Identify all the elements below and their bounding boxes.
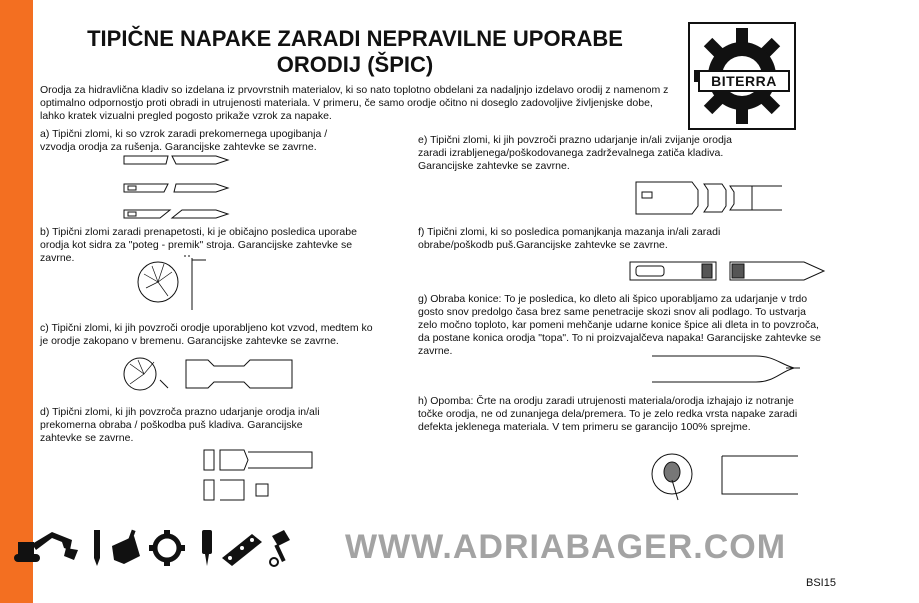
- figure-g-tip-wear: [648, 350, 808, 390]
- section-a-text: a) Tipični zlomi, ki so vzrok zaradi prekomernega upogibanja / vzvodja orodja za rušenja. Garancijske zahtevke se zavrne.: [40, 128, 328, 153]
- figure-b-overstress-fracture: [134, 252, 264, 314]
- section-c-text: c) Tipični zlomi, ki jih povzroči orodje uporabljeno kot vzvod, medtem ko je orodje zakopano v bremenu. Garancijske zahtevke se zavrne.: [40, 322, 373, 347]
- gear-icon: [149, 530, 185, 566]
- piston-icon: [270, 530, 290, 566]
- section-g-text: g) Obraba konice: To je posledica, ko dleto ali špico uporabljamo za udarjanje v trdo gosto snov predolgo časa brez same penetracije skozi snov ali podlago. To ustvarja zelo močno toploto, kar pomeni mehčanje udarne konice špice ali dleta in to povzroča, da postane konica orodja "topa". To ni proizvajalčeva napaka! Garancijske zahtevke se zavrne.: [418, 293, 822, 357]
- track-icon: [222, 534, 262, 566]
- figure-c-lever-fracture: [124, 354, 304, 398]
- excavator-icon: [14, 532, 78, 562]
- section-e-text: e) Tipični zlomi, ki jih povzroči prazno udarjanje in/ali zvijanje orodja zaradi izrabljenega/poškodovanega zadrževalnega zatiča kladiva. Garancijske zahtevke se zavrne.: [418, 134, 732, 172]
- website-url[interactable]: WWW.ADRIABAGER.COM: [345, 528, 787, 566]
- section-b-text: b) Tipični zlomi zaradi prenapetosti, ki je običajno posledica uporabe orodja kot sidra za "poteg - premik" stroja. Garancijske zahtevke se zavrne.: [40, 226, 357, 264]
- page-title-line1: TIPIČNE NAPAKE ZARADI NEPRAVILNE UPORABE: [87, 26, 623, 51]
- logo-text: BITERRA: [698, 70, 790, 92]
- figure-d-blank-firing-fracture: [200, 446, 320, 506]
- chisel-icon: [94, 530, 100, 566]
- hammer-tool-icon: [202, 530, 212, 566]
- accent-stripe: [0, 0, 33, 603]
- biterra-logo: [688, 22, 796, 130]
- page-title: [40, 26, 670, 78]
- bucket-icon: [112, 530, 140, 564]
- section-d-text: d) Tipični zlomi, ki jih povzroča prazno udarjanje orodja in/ali prekomerna obraba / poškodba puš kladiva. Garancijske zahtevke se zavrne.: [40, 406, 320, 444]
- figure-e-retainer-pin-fracture: [632, 176, 792, 220]
- document-code: BSI15: [806, 577, 836, 589]
- section-h-text: h) Opomba: Črte na orodju zaradi utrujenosti materiala/orodja izhajajo iz notranje točke orodja, ne od zunanjega dela/premera. To je zelo redka vrsta napake zaradi defekta jeklenega materiala. V tem primeru se garancijo 100% sprejme.: [418, 395, 798, 433]
- figure-h-material-defect: [650, 450, 830, 506]
- page-title-line2: ORODIJ (ŠPIC): [276, 52, 434, 77]
- figure-a-bending-fracture: [120, 152, 240, 224]
- figure-f-lubrication-fracture: [626, 258, 831, 286]
- tool-icons: [12, 526, 332, 570]
- section-f-text: f) Tipični zlomi, ki so posledica pomanjkanja mazanja in/ali zaradi obrabe/poškodb puš.Garancijske zahtevke se zavrne.: [418, 226, 721, 251]
- intro-text: Orodja za hidravlična kladiv so izdelana iz prvovrstnih materialov, ki so nato toplotno obdelani za nadaljnjo izdelavo orodij z namenom z optimalno odpornostjo proti obradi in utrujenosti materiala. V primeru, če samo orodje očitno ni doseglo zadovoljive življenjske dobe, lahko kratek vizualni pregled pogosto prikaže vzrok za napake.: [40, 84, 669, 122]
